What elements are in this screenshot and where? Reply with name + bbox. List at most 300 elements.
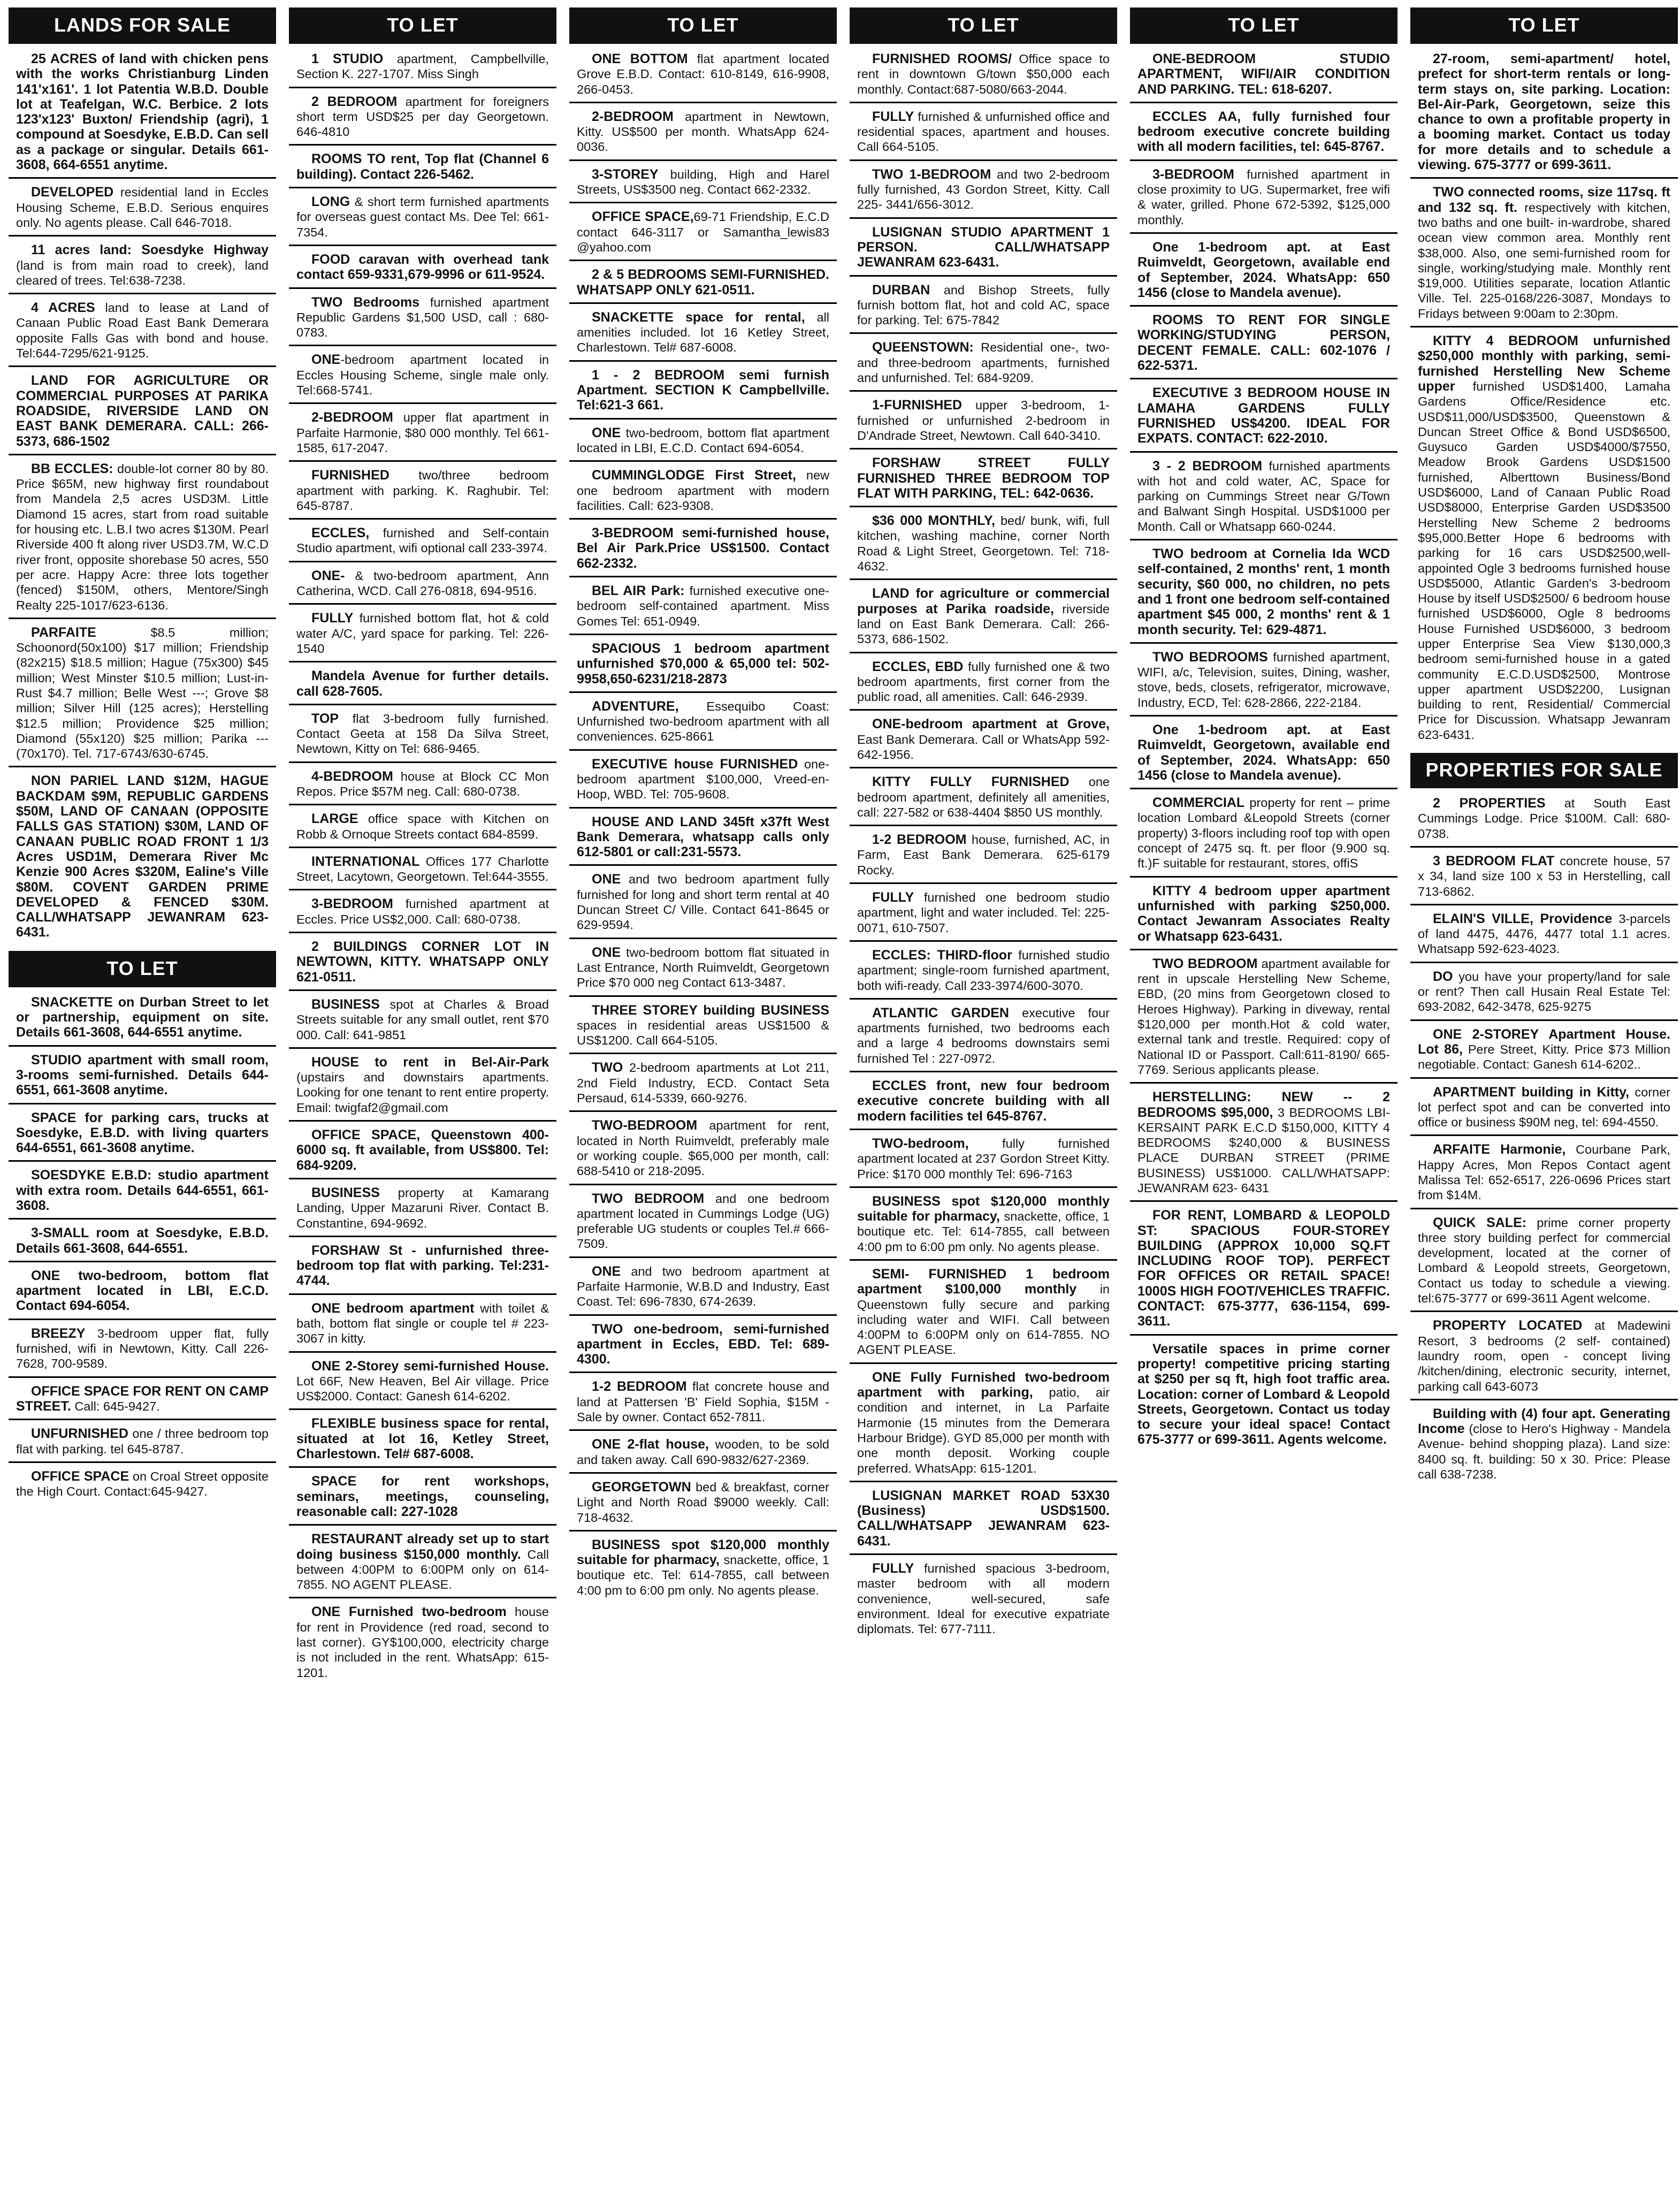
classified-ad bbox=[9, 1225, 276, 1262]
ad-body: apartment, Campbellville, Section K. 227-1707. Miss Singh bbox=[296, 52, 549, 81]
classified-ad bbox=[850, 455, 1117, 507]
ad-lead: KITTY 4 bedroom upper apartment unfurnished with parking $250,000. Contact Jewanram Associates Realty or Whatsapp 623-6431. bbox=[1137, 883, 1390, 944]
ad-body: you have your property/land for sale or rent? Then call Husain Real Estate Tel: 693-2082, 642-3478, 625-9275 bbox=[1418, 969, 1670, 1014]
classified-ad bbox=[850, 340, 1117, 392]
classified-ad bbox=[850, 1136, 1117, 1188]
classified-ad bbox=[850, 948, 1117, 1000]
ad-body: Call between 4:00PM to 6:00PM only on 614-7855. NO AGENT PLEASE. bbox=[296, 1547, 549, 1592]
ad-lead: FORSHAW STREET FULLY FURNISHED THREE BEDROOM TOP FLAT WITH PARKING, TEL: 642-0636. bbox=[857, 455, 1110, 501]
ad-body: furnished and Self-contain Studio apartment, wifi optional call 233-3974. bbox=[296, 526, 549, 555]
ad-lead: SPACIOUS 1 bedroom apartment unfurnished $70,000 & 65,000 tel: 502-9958,650-6231/218-2873 bbox=[577, 641, 829, 687]
classified-ad bbox=[1410, 796, 1678, 848]
ad-lead: Versatile spaces in prime corner property! competitive pricing starting at $250 per sq ft, high foot traffic area. Location: corner of Lombard & Leopold Streets, Georgetown. Contact us today to secure your ideal space! Contact 675-3777 or 699-3611. Agents welcome. bbox=[1137, 1341, 1390, 1447]
ad-lead: ONE BOTTOM bbox=[592, 51, 688, 66]
ad-lead: Building with (4) four apt. Generating Income bbox=[1418, 1406, 1670, 1437]
ad-lead: SEMI- FURNISHED 1 bedroom apartment $100,000 monthly bbox=[857, 1267, 1110, 1297]
ad-lead: 1 - 2 BEDROOM semi furnish Apartment. SECTION K Campbellville. Tel:621-3 661. bbox=[577, 367, 829, 413]
ad-lead: ONE bbox=[592, 425, 621, 440]
ad-lead: TWO bedroom at Cornelia Ida WCD self-contained, 2 months' rent, 1 month security, $60 000, no children, no pets and 1 front one bedroom self-contained apartment $45 000, 2 months' rent & 1 month security. Tel: 629-4871. bbox=[1137, 546, 1390, 637]
classified-ad bbox=[9, 1268, 276, 1320]
classified-ad bbox=[569, 425, 837, 462]
ad-lead: APARTMENT building in Kitty, bbox=[1433, 1084, 1630, 1100]
ad-body: two-bedroom bottom flat situated in Last Entrance, North Ruimveldt, Georgetown Price $70 000 neg Contact 613-3487. bbox=[577, 945, 829, 990]
classified-ad bbox=[9, 461, 276, 619]
ad-body: in Queenstown fully secure and parking including water and WIFI. Call between 4:00PM to 6:00PM only on 614-7855. NO AGENT PLEASE. bbox=[857, 1282, 1110, 1357]
classified-ad bbox=[1130, 313, 1398, 379]
classified-ad bbox=[289, 194, 556, 246]
ad-lead: ONE bbox=[592, 872, 621, 887]
ad-lead: PARFAITE bbox=[31, 624, 96, 640]
ad-body: Pere Street, Kitty. Price $73 Million negotiable. Contact: Ganesh 614-6202.. bbox=[1418, 1042, 1670, 1072]
ad-lead: RESTAURANT already set up to start doing business $150,000 monthly. bbox=[296, 1532, 549, 1562]
classified-ad bbox=[850, 513, 1117, 580]
classified-ad bbox=[1130, 1089, 1398, 1202]
classified-ad bbox=[850, 1194, 1117, 1261]
classified-ad bbox=[1410, 1027, 1678, 1079]
ad-lead: FURNISHED bbox=[311, 468, 390, 483]
ad-lead: 2 & 5 BEDROOMS SEMI-FURNISHED. WHATSAPP ONLY 621-0511. bbox=[577, 267, 829, 298]
ad-lead: STUDIO apartment with small room, 3-rooms semi-furnished. Details 644-6551, 661-3608 anytime. bbox=[16, 1052, 269, 1098]
ad-lead: TWO-BEDROOM bbox=[592, 1118, 698, 1133]
ad-lead: FULLY bbox=[872, 1561, 914, 1576]
ad-body: spaces in residential areas US$1500 & US$1200. Call 664-5105. bbox=[577, 1018, 829, 1048]
ad-lead: 3-STOREY bbox=[592, 166, 659, 182]
ad-body: apartment for rent, located in North Ruimveldt, preferably male or working couple. $65,000 per month, call: 688-5410 or 218-2095. bbox=[577, 1118, 829, 1178]
ad-body: Office space to rent in downtown G/town $50,000 each monthly. Contact:687-5080/663-2044. bbox=[857, 52, 1110, 96]
classified-ad bbox=[9, 773, 276, 944]
ad-body: corner lot perfect spot and can be converted into office or business $90M neg, tel: 694-4550. bbox=[1418, 1085, 1670, 1130]
ad-lead: 2 PROPERTIES bbox=[1433, 796, 1546, 811]
ad-lead: EXECUTIVE house FURNISHED bbox=[592, 756, 798, 772]
ad-body: house, furnished, AC, in Farm, East Bank Demerara. 625-6179 Rocky. bbox=[857, 833, 1110, 877]
ad-lead: LUSIGNAN STUDIO APARTMENT 1 PERSON. CALL/WHATSAPP JEWANRAM 623-6431. bbox=[857, 224, 1110, 270]
ad-body: furnished apartment in close proximity to UG. Supermarket, free wifi & water, grilled. Phone 672-5392, $125,000 monthly. bbox=[1137, 167, 1390, 227]
classified-ad bbox=[9, 242, 276, 294]
classified-ad bbox=[289, 611, 556, 662]
ad-lead: ONE Furnished two-bedroom bbox=[311, 1604, 507, 1620]
ad-body: East Bank Demerara. Call or WhatsApp 592-642-1956. bbox=[857, 732, 1110, 761]
ad-lead: 2-BEDROOM bbox=[311, 410, 393, 425]
ad-lead: ROOMS TO rent, Top flat (Channel 6 building). Contact 226-5462. bbox=[296, 151, 549, 182]
classified-ad bbox=[289, 468, 556, 520]
ad-body: Lot 66F, New Heaven, Bel Air village. Price US$2000. Contact: Ganesh 614-6202. bbox=[296, 1374, 549, 1404]
classified-ad bbox=[289, 94, 556, 146]
classified-ad bbox=[9, 1426, 276, 1463]
ad-lead: BUSINESS spot $120,000 monthly suitable for pharmacy, bbox=[857, 1193, 1110, 1224]
classified-ad bbox=[1410, 1406, 1678, 1487]
classified-ad bbox=[1410, 51, 1678, 179]
classified-ad bbox=[1410, 1215, 1678, 1313]
classified-ad bbox=[850, 283, 1117, 334]
classified-ad bbox=[9, 1326, 276, 1378]
ad-lead: LUSIGNAN MARKET ROAD 53X30 (Business) USD$1500. CALL/WHATSAPP JEWANRAM 623-6431. bbox=[857, 1488, 1110, 1549]
ad-body: at South East Cummings Lodge. Price $100M. Call: 680-0738. bbox=[1418, 796, 1670, 841]
ad-lead: LAND for agriculture or commercial purposes at Parika roadside, bbox=[857, 586, 1110, 616]
classified-ad bbox=[289, 1604, 556, 1685]
classified-ad bbox=[289, 51, 556, 88]
classified-ad bbox=[569, 757, 837, 809]
classified-ad bbox=[9, 625, 276, 768]
ad-lead: BEL AIR Park: bbox=[592, 583, 685, 599]
ad-body: furnished one bedroom studio apartment, light and water included. Tel: 225-0071, 610-7507. bbox=[857, 890, 1110, 935]
classified-ad bbox=[569, 167, 837, 204]
ad-body: fully furnished apartment located at 237 Gordon Street Kitty. Price: $170 000 monthly Tel: 696-7163 bbox=[857, 1136, 1110, 1181]
ad-lead: HERSTELLING: NEW -- 2 BEDROOMS $95,000, bbox=[1137, 1089, 1390, 1120]
ad-body: and Bishop Streets, fully furnish bottom flat, hot and cold AC, space for parking. Tel: 675-7842 bbox=[857, 283, 1110, 327]
ad-body: riverside land on East Bank Demerara. Call: 266-5373, 686-1502. bbox=[857, 601, 1110, 646]
classified-ad bbox=[289, 352, 556, 404]
ad-lead: ONE 2-Storey semi-furnished House. bbox=[311, 1358, 549, 1374]
ad-body: flat 3-bedroom fully furnished. Contact Geeta at 158 Da Silva Street, Newtown, Kitty on Tel: 686-9465. bbox=[296, 711, 549, 756]
section-header: TO LET bbox=[569, 7, 837, 44]
ad-lead: NON PARIEL LAND $12M, HAGUE BACKDAM $9M, REPUBLIC GARDENS $50M, LAND OF CANAAN (OPPOSITE FALLS GAS STATION) $30M, LAND OF CANAAN PUBLIC ROAD FRONT 1 1/3 Acres USD1M, Demerara River Mc Kenzie 900 Acres $320M, Ealine's Ville $80M. COVENT GARDEN PRIME DEVELOPED & FENCED $30M. CALL/WHATSAPP JEWANRAM 623-6431. bbox=[16, 773, 269, 940]
ad-body: building, High and Harel Streets, US$3500 neg. Contact 662-2332. bbox=[577, 167, 829, 197]
ad-body: and two bedroom apartment at Parfaite Harmonie, W.B.D and Industry, East Coast. Tel: 696-7830, 674-2639. bbox=[577, 1264, 829, 1309]
classified-ad bbox=[289, 1359, 556, 1411]
classified-ad bbox=[569, 109, 837, 161]
ad-body: apartment available for rent in upscale Herstelling New Scheme, EBD, (20 mins from Georgetown closed to Heroes Highway). Parking in diveway, rental $120,000 per month.Hot & cold water, external tank and trestle. Required: copy of National ID or Passport. Call:611-8190/ 665-7769. Serious applicants please. bbox=[1137, 956, 1390, 1077]
classified-ad bbox=[289, 668, 556, 705]
ad-lead: ONE 2-STOREY Apartment House. Lot 86, bbox=[1418, 1026, 1670, 1057]
classified-ad bbox=[289, 769, 556, 806]
ad-lead: ONE- bbox=[311, 568, 345, 583]
column-to-let-2 bbox=[569, 7, 837, 2196]
ad-lead: 25 ACRES of land with chicken pens with the works Christianburg Linden 141'x161'. 1 lot Patentia W.B.D. Double lot at Teafelgan, W.C. Berbice. 2 lots 123'x123' Buxton/ Friendship (agri), 1 compound at Soesdyke, E.B.D. Can sell as a package or singular. Details 661-3608, 664-6551 anytime. bbox=[16, 51, 269, 173]
ad-lead: TWO Bedrooms bbox=[311, 294, 420, 310]
ad-lead: EXECUTIVE 3 BEDROOM HOUSE IN LAMAHA GARDENS FULLY FURNISHED US$4200. IDEAL FOR EXPATS. CONTACT: 622-2010. bbox=[1137, 385, 1390, 446]
classified-ad bbox=[289, 896, 556, 933]
ad-lead: BB ECCLES: bbox=[31, 461, 113, 476]
column-to-let-3 bbox=[850, 7, 1117, 2196]
ad-body: 3 BEDROOMS LBI-KERSAINT PARK E.C.D $150,000, KITTY 4 BEDROOMS $240,000 & BUSINESS PLACE DURBAN STREET (PRIME BUSINESS) US$1000. CALL/WHATSAPP: JEWANRAM 623- 6431 bbox=[1137, 1105, 1390, 1195]
ad-lead: CUMMINGLODGE First Street, bbox=[592, 468, 796, 483]
classified-ad bbox=[1410, 333, 1678, 747]
classified-ad bbox=[9, 1053, 276, 1104]
ad-body: furnished apartments with hot and cold water, AC, Space for parking on Cummings Street near G/Town and Balwant Singh Hospital. USD$1000 per Month. Call or Whatsapp 660-0244. bbox=[1137, 459, 1390, 534]
ad-body: furnished USD$1400, Lamaha Gardens Office/Residence etc. USD$11,000/USD$3500, Queenstown & Duncan Street Office & Bond USD$6500, Guysuco Garden USD$4000/$7550, Meadow Brook Gardens USD$1500 furnished, Alberttown Business/Bond USD$6000, Land of Canaan Public Road USD$8000, Enterprise Garden USD$3500 Herstelling New Scheme 2 bedrooms $95,000.Better Hope 6 bedrooms with parking for 16 cars USD$2500,well-appointed Ogle 3 bedrooms furnished house USD$5000, Atlantic Garden's 3-bedroom House by itself USD$2500/ 6 bedroom house furnished USD$6000, Ogle 8 bedrooms House Furnished USD$6000, 3 bedroom upper Enterprise Sea View $130,000,3 bedroom semi-furnished house in a gated community E.C.D.USD$2500, Montrose upper apartment USD$2200, Lusignan building to rent, Residential/ Commercial Price for Discussion. Whatsapp Jewanram 623-6431. bbox=[1418, 379, 1670, 742]
ad-body: furnished & unfurnished office and residential spaces, apartment and houses. Call 664-5105. bbox=[857, 109, 1110, 154]
ad-lead: ECCLES: THIRD-floor bbox=[872, 947, 1012, 963]
classified-ad bbox=[1410, 969, 1678, 1021]
ad-lead: BUSINESS bbox=[311, 996, 380, 1012]
ad-body: $8.5 million; Schoonord(50x100) $17 million; Friendship (82x215) $18.5 million; Hague (75x300) $45 million; West Minster $10.5 million; Lust-in-Rust $4.7 million; Belle West ---; Grove $8 million; Silver Hill (125 acres); Herstelling $12.5 million; Providence $25 million; Diamond (55x120) $25 million; Parika --- (70x170). Tel. 717-6743/630-6745. bbox=[16, 625, 269, 761]
section-header: PROPERTIES FOR SALE bbox=[1410, 753, 1678, 788]
ad-body: and two bedroom apartment fully furnished for long and short term rental at 40 Duncan Street C/ Ville. Contact 641-8645 or 629-9594. bbox=[577, 872, 829, 932]
classified-ad bbox=[289, 854, 556, 891]
column-to-let-5 bbox=[1410, 7, 1678, 2196]
classified-ad bbox=[850, 167, 1117, 219]
classified-ad bbox=[569, 1322, 837, 1374]
ad-body: 69-71 Friendship, E.C.D contact 646-3117 or Samantha_lewis83 @yahoo.com bbox=[577, 210, 829, 254]
ad-body: apartment in Newtown, Kitty. US$500 per month. WhatsApp 624-0036. bbox=[577, 109, 829, 154]
ad-body: fully furnished one & two bedroom apartments, first corner from the public road, all amenities. Call: 646-2939. bbox=[857, 659, 1110, 704]
ad-lead: 3-BEDROOM bbox=[1152, 166, 1234, 182]
ad-lead: ELAIN'S VILLE, Providence bbox=[1433, 911, 1613, 926]
ad-lead: OFFICE SPACE, Queenstown 400-6000 sq. ft available, from US$800. Tel: 684-9209. bbox=[296, 1127, 549, 1173]
ad-lead: THREE STOREY building BUSINESS bbox=[592, 1002, 829, 1018]
classified-ad bbox=[569, 814, 837, 866]
classified-ad bbox=[1130, 167, 1398, 234]
ad-body: furnished apartment at Eccles. Price US$2,000. Call: 680-0738. bbox=[296, 897, 549, 926]
ad-body: on Croal Street opposite the High Court. Contact:645-9427. bbox=[16, 1469, 269, 1499]
ad-body: land to lease at Land of Canaan Public Road East Bank Demerara opposite Falls Gas with bond and house. Tel:644-7295/621-9125. bbox=[16, 301, 269, 361]
ad-body: & two-bedroom apartment, Ann Catherina, WCD. Call 276-0818, 694-9516. bbox=[296, 568, 549, 598]
classified-ad bbox=[850, 225, 1117, 277]
classified-ad bbox=[569, 1437, 837, 1474]
classified-ad bbox=[569, 872, 837, 939]
ad-lead: SNACKETTE space for rental, bbox=[592, 309, 805, 325]
ad-body: house at Block CC Mon Repos. Price $57M neg. Call: 680-0738. bbox=[296, 769, 549, 798]
classified-ad bbox=[850, 1561, 1117, 1641]
ad-lead: SNACKETTE on Durban Street to let or partnership, equipment on site. Details 661-3608, 644-6551 anytime. bbox=[16, 994, 269, 1040]
classified-ad bbox=[9, 373, 276, 455]
classified-ad bbox=[850, 717, 1117, 768]
ad-lead: ONE bbox=[592, 1263, 621, 1279]
ad-lead: 4-BEDROOM bbox=[311, 768, 393, 784]
classified-ad bbox=[850, 1488, 1117, 1555]
ad-body: concrete house, 57 x 34, land size 100 x 53 in Herstelling, call 713-6862. bbox=[1418, 854, 1670, 898]
ad-body: furnished bottom flat, hot & cold water A/C, yard space for parking. Tel: 226-1540 bbox=[296, 611, 549, 656]
ad-lead: ONE bbox=[311, 352, 341, 368]
ad-lead: 27-room, semi-apartment/ hotel, prefect for short-term rentals or long-term stays on, site parking. Location: Bel-Air-Park, Georgetown, seize this chance to own a profitable property in a booming market. Contact us today for more details and to schedule a viewing. 675-3777 or 699-3611. bbox=[1418, 51, 1670, 173]
classified-ad bbox=[569, 525, 837, 577]
ad-lead: FLEXIBLE business space for rental, situated at lot 16, Ketley Street, Charlestown. Tel# 687-6008. bbox=[296, 1416, 549, 1462]
classified-ad bbox=[569, 310, 837, 362]
classified-ad bbox=[1130, 1208, 1398, 1335]
column-to-let-4 bbox=[1130, 7, 1398, 2196]
classified-ad bbox=[569, 267, 837, 304]
ad-body: furnished studio apartment; single-room furnished apartment, both wifi-ready. Call 233-3974/600-3070. bbox=[857, 948, 1110, 993]
classified-ad bbox=[569, 1537, 837, 1603]
ad-lead: COMMERCIAL bbox=[1152, 795, 1245, 811]
ad-body: snackette, office, 1 boutique etc. Tel: 614-7855, call between 4:00 pm to 6:00 pm only. No agents please. bbox=[857, 1209, 1110, 1254]
ad-body: upper flat apartment in Parfaite Harmonie, $80 000 monthly. Tel 661-1585, 617-2047. bbox=[296, 410, 549, 455]
section-header: TO LET bbox=[1130, 7, 1398, 44]
classified-ad bbox=[850, 398, 1117, 449]
ad-body: at Madewini Resort, 3 bedrooms (2 self- contained) laundry room, open - concept living /kitchen/dining, electronic security, internet, parking call 643-6073 bbox=[1418, 1319, 1670, 1393]
ad-lead: HOUSE to rent in Bel-Air-Park bbox=[311, 1054, 549, 1070]
classified-ad bbox=[569, 699, 837, 751]
ad-lead: FOR RENT, LOMBARD & LEOPOLD ST: SPACIOUS FOUR-STOREY BUILDING (APPROX 10,000 SQ.FT INCLUDING ROOF TOP). PERFECT FOR OFFICES OR RETAIL SPACE! 1000S HIGH FOOT/VEHICLES TRAFFIC. CONTACT: 675-3777, 636-1154, 699-3611. bbox=[1137, 1208, 1390, 1329]
classified-ad bbox=[289, 939, 556, 991]
ad-lead: 3-BEDROOM semi-furnished house, Bel Air Park.Price US$1500. Contact 662-2332. bbox=[577, 525, 829, 571]
ad-lead: FULLY bbox=[872, 109, 914, 124]
classified-ad bbox=[289, 1416, 556, 1468]
ad-lead: SPACE for parking cars, trucks at Soesdyke, E.B.D. with living quarters 644-6551, 661-3608 anytime. bbox=[16, 1110, 269, 1156]
classified-ad bbox=[569, 1480, 837, 1532]
classified-ad bbox=[9, 1384, 276, 1421]
ad-lead: FOOD caravan with overhead tank contact 659-9331,679-9996 or 611-9524. bbox=[296, 252, 549, 283]
ad-lead: 2 BUILDINGS CORNER LOT IN NEWTOWN, KITTY. WHATSAPP ONLY 621-0511. bbox=[296, 939, 549, 985]
classified-ad bbox=[289, 525, 556, 562]
classified-ad bbox=[289, 1243, 556, 1295]
classified-ad bbox=[1130, 459, 1398, 540]
ad-lead: TWO one-bedroom, semi-furnished apartment in Eccles, EBD. Tel: 689-4300. bbox=[577, 1321, 829, 1367]
classified-ad bbox=[569, 1191, 837, 1258]
classified-ad bbox=[289, 252, 556, 289]
classified-ad bbox=[569, 1118, 837, 1185]
ad-lead: TWO BEDROOMS bbox=[1152, 649, 1268, 665]
classified-ad bbox=[569, 1060, 837, 1112]
classified-ad bbox=[289, 997, 556, 1049]
ad-lead: 1-2 BEDROOM bbox=[872, 832, 967, 848]
ad-body: spot at Charles & Broad Streets suitable for any small outlet, rent $70 000. Call: 641-9851 bbox=[296, 997, 549, 1042]
classified-ad bbox=[9, 1168, 276, 1220]
ad-lead: 1-FURNISHED bbox=[872, 398, 963, 413]
classified-ad bbox=[9, 300, 276, 367]
ad-lead: FULLY bbox=[872, 890, 914, 905]
ad-body: and one bedroom apartment located in Cummings Lodge (UG) preferable UG students or couples Tel.# 666-7509. bbox=[577, 1191, 829, 1251]
ad-lead: ARFAITE Harmonie, bbox=[1433, 1142, 1566, 1157]
ad-lead: KITTY 4 BEDROOM unfurnished $250,000 monthly with parking, semi-furnished Herstelling New Scheme upper bbox=[1418, 333, 1670, 394]
classified-ad bbox=[289, 410, 556, 462]
ad-lead: 11 acres land: Soesdyke Highway bbox=[31, 242, 269, 258]
classified-ad bbox=[850, 586, 1117, 653]
classified-ad bbox=[569, 641, 837, 693]
ad-lead: Mandela Avenue for further details. call 628-7605. bbox=[296, 668, 549, 699]
ad-lead: TWO BEDROOM bbox=[592, 1191, 705, 1206]
ad-lead: ONE bbox=[592, 944, 621, 960]
classified-ad bbox=[9, 995, 276, 1047]
ad-lead: BUSINESS bbox=[311, 1185, 380, 1200]
section-header: TO LET bbox=[1410, 7, 1678, 44]
ad-lead: ECCLES, bbox=[311, 525, 370, 541]
classified-ad bbox=[289, 1185, 556, 1237]
ad-body: one / three bedroom top flat with parking. tel 645-8787. bbox=[16, 1427, 269, 1456]
ad-body: 3-bedroom upper flat, fully furnished, wifi in Newtown, Kitty. Call 226-7628, 700-9589. bbox=[16, 1326, 269, 1371]
ad-lead: 3 - 2 BEDROOM bbox=[1152, 458, 1263, 474]
ad-lead: INTERNATIONAL bbox=[311, 854, 420, 869]
ad-body: (land is from main road to creek), land cleared of trees. Tel:638-7238. bbox=[16, 258, 269, 287]
classified-ad bbox=[289, 711, 556, 763]
classified-ad bbox=[289, 568, 556, 605]
ad-body: 3-parcels of land 4475, 4476, 4477 total 1.1 acres. Whatsapp 592-623-4023. bbox=[1418, 911, 1670, 956]
ad-body: house for rent in Providence (red road, second to last corner). GY$100,000, electricity charge is not included in the rent. WhatsApp: 615-1201. bbox=[296, 1605, 549, 1680]
ad-lead: $36 000 MONTHLY, bbox=[872, 513, 995, 529]
classified-ad bbox=[1130, 109, 1398, 161]
ad-lead: QUEENSTOWN: bbox=[872, 340, 974, 355]
classified-ad bbox=[9, 185, 276, 237]
ad-body: all amenities included. lot 16 Ketley Street, Charlestown. Tel# 687-6008. bbox=[577, 310, 830, 355]
ad-body: wooden, to be sold and taken away. Call 690-9832/627-2369. bbox=[577, 1437, 829, 1467]
ad-lead: 2 BEDROOM bbox=[311, 94, 398, 109]
ad-lead: 1 STUDIO bbox=[311, 51, 384, 66]
column-to-let-1 bbox=[289, 7, 556, 2196]
classified-ad bbox=[569, 1003, 837, 1055]
ad-body: property at Kamarang Landing, Upper Mazaruni River. Contact B. Constantine, 694-9692. bbox=[296, 1185, 549, 1230]
classified-ad bbox=[569, 368, 837, 420]
ad-lead: SOESDYKE E.B.D: studio apartment with extra room. Details 644-6551, 661-3608. bbox=[16, 1168, 269, 1213]
ad-body: flat concrete house and land at Pattersen 'B' Field Sophia, $15M - Sale by owner. Contact 652-7811. bbox=[577, 1380, 829, 1424]
ad-body: two/three bedroom apartment with parking. K. Raghubir. Tel: 645-8787. bbox=[296, 468, 549, 513]
classified-ad bbox=[1410, 1085, 1678, 1137]
classified-ad bbox=[1130, 883, 1398, 950]
ad-lead: OFFICE SPACE FOR RENT ON CAMP STREET. bbox=[16, 1383, 269, 1414]
classified-ad bbox=[850, 1370, 1117, 1482]
ad-lead: TWO bbox=[592, 1060, 623, 1076]
ad-body: double-lot corner 80 by 80. Price $65M, new highway first roundabout from Mandela 2,5 acres USD3M. Little Diamond 15 acres, start from road suitable for housing etc. L.B.I two acres $130M. Pearl Riverside 400 ft along river USD3.7M, W.C.D river front, opposite shorebase 50 acres, 550 per acre. Happy Acre: three lots together (fenced) $150M, others, Mentore/Singh Realty 225-1017/623-6136. bbox=[16, 461, 269, 612]
ad-body: with toilet & bath, bottom flat single or couple tel # 223-3067 in kitty. bbox=[296, 1301, 549, 1346]
ad-body: Residential one-, two- and three-bedroom apartments, furnished and unfurnished. Tel: 684-9209. bbox=[857, 340, 1110, 385]
ad-lead: ADVENTURE, bbox=[592, 698, 679, 714]
classified-ad bbox=[850, 109, 1117, 161]
classified-ad bbox=[569, 945, 837, 997]
ad-lead: ECCLES front, new four bedroom executive concrete building with all modern facilities tel 645-8767. bbox=[857, 1078, 1110, 1124]
ad-body: apartment for foreigners short term USD$25 per day Georgetown. 646-4810 bbox=[296, 94, 549, 139]
ad-lead: TWO 1-BEDROOM bbox=[872, 166, 991, 182]
classified-ad bbox=[850, 1005, 1117, 1072]
ad-lead: PROPERTY LOCATED bbox=[1433, 1318, 1583, 1334]
ad-lead: 4 ACRES bbox=[31, 300, 95, 316]
ad-lead: KITTY FULLY FURNISHED bbox=[872, 774, 1070, 790]
classified-ad bbox=[1130, 240, 1398, 307]
ad-body: bed & breakfast, corner Light and North Road $9000 weekly. Call: 718-4632. bbox=[577, 1480, 829, 1525]
section-header: TO LET bbox=[850, 7, 1117, 44]
ad-lead: FULLY bbox=[311, 611, 354, 626]
ad-lead: QUICK SALE: bbox=[1433, 1215, 1527, 1230]
ad-lead: LARGE bbox=[311, 811, 358, 827]
ad-lead: OFFICE SPACE, bbox=[592, 209, 694, 225]
classified-ad bbox=[569, 583, 837, 635]
ad-body: & short term furnished apartments for overseas guest contact Ms. Dee Tel: 661-7354. bbox=[296, 195, 549, 239]
classified-ad bbox=[289, 1055, 556, 1122]
ad-lead: BUSINESS spot $120,000 monthly suitable for pharmacy, bbox=[577, 1537, 829, 1568]
classified-ad bbox=[1410, 1142, 1678, 1209]
ad-body: -bedroom apartment located in Eccles Housing Scheme, single male only. Tel:668-5741. bbox=[296, 353, 549, 398]
classified-ad bbox=[9, 1110, 276, 1162]
ad-lead: One 1-bedroom apt. at East Ruimveldt, Georgetown, available end of September, 2024. WhatsApp: 650 1456 (close to Mandela avenue). bbox=[1137, 239, 1390, 300]
ad-lead: ECCLES AA, fully furnished four bedroom executive concrete building with all modern facilities, tel: 645-8767. bbox=[1137, 109, 1390, 155]
column-lands-for-sale bbox=[9, 7, 276, 2196]
ad-lead: GEORGETOWN bbox=[592, 1479, 691, 1495]
ad-lead: DEVELOPED bbox=[31, 185, 114, 200]
ad-body: new one bedroom apartment with modern facilities. Call: 623-9308. bbox=[577, 468, 829, 513]
ad-lead: TWO connected rooms, size 117sq. ft and 132 sq. ft. bbox=[1418, 185, 1670, 215]
ad-lead: DO bbox=[1433, 969, 1453, 984]
classified-ad bbox=[569, 1379, 837, 1431]
classified-ad bbox=[1130, 722, 1398, 789]
classified-ad bbox=[1410, 854, 1678, 905]
ad-body: Essequibo Coast: Unfurnished two-bedroom apartment with all conveniences. 625-8661 bbox=[577, 699, 829, 744]
ad-body: flat apartment located Grove E.B.D. Contact: 610-8149, 616-9908, 266-0453. bbox=[577, 52, 829, 96]
classified-ad bbox=[850, 890, 1117, 942]
ad-body: one bedroom apartment, definitely all amenities, call: 227-582 or 638-4404 $850 US monthly. bbox=[857, 775, 1110, 819]
classified-ad bbox=[1410, 185, 1678, 327]
ad-body: (close to Hero's Highway - Mandela Avenue- behind shopping plaza). Land size: 8400 sq. ft. building: 50 x 30. Price: Please call 638-7238. bbox=[1418, 1422, 1670, 1482]
ad-lead: OFFICE SPACE bbox=[31, 1468, 129, 1484]
classified-ad bbox=[1410, 911, 1678, 963]
classified-ad bbox=[1130, 385, 1398, 452]
ad-body: snackette, office, 1 boutique etc. Tel: 614-7855, call between 4:00 pm to 6:00 pm only. No agents please. bbox=[577, 1553, 829, 1597]
ad-body: residential land in Eccles Housing Scheme, E.B.D. Serious enquires only. No agents please. Call 646-7018. bbox=[16, 185, 269, 230]
ad-lead: LONG bbox=[311, 194, 350, 210]
ad-lead: ONE-bedroom apartment at Grove, bbox=[872, 717, 1110, 732]
classified-ad bbox=[850, 832, 1117, 884]
ad-body: 2-bedroom apartments at Lot 211, 2nd Field Industry, ECD. Contact Seta Persaud, 614-5339, 660-9276. bbox=[577, 1061, 829, 1106]
ad-lead: One 1-bedroom apt. at East Ruimveldt, Georgetown, available end of September, 2024. WhatsApp: 650 1456 (close to Mandela avenue). bbox=[1137, 722, 1390, 783]
ad-body: patio, air condition and internet, in La Parfaite Harmonie (15 minutes from the Demerara Harbour Bridge). GYD 85,000 per month with one month deposit. Working couple preferred. WhatsApp: 615-1201. bbox=[857, 1385, 1110, 1475]
classified-ad bbox=[289, 151, 556, 188]
classified-ad bbox=[850, 1078, 1117, 1130]
ad-body: office space with Kitchen on Robb & Ornoque Streets contact 684-8599. bbox=[296, 812, 549, 841]
ad-lead: ONE-BEDROOM STUDIO APARTMENT, WIFI/AIR CONDITION AND PARKING. TEL: 618-6207. bbox=[1137, 51, 1390, 97]
ad-body: two-bedroom, bottom flat apartment located in LBI, E.C.D. Contact 694-6054. bbox=[577, 425, 829, 455]
ad-body: bed/ bunk, wifi, full kitchen, washing machine, corner North Road & Light Street, Georgetown. Tel: 718-4632. bbox=[857, 514, 1110, 574]
ad-lead: TWO BEDROOM bbox=[1152, 956, 1258, 971]
ad-lead: 3 BEDROOM FLAT bbox=[1433, 853, 1555, 868]
ad-lead: 1-2 BEDROOM bbox=[592, 1379, 687, 1395]
ad-lead: ONE two-bedroom, bottom flat apartment located in LBI, E.C.D. Contact 694-6054. bbox=[16, 1268, 269, 1314]
